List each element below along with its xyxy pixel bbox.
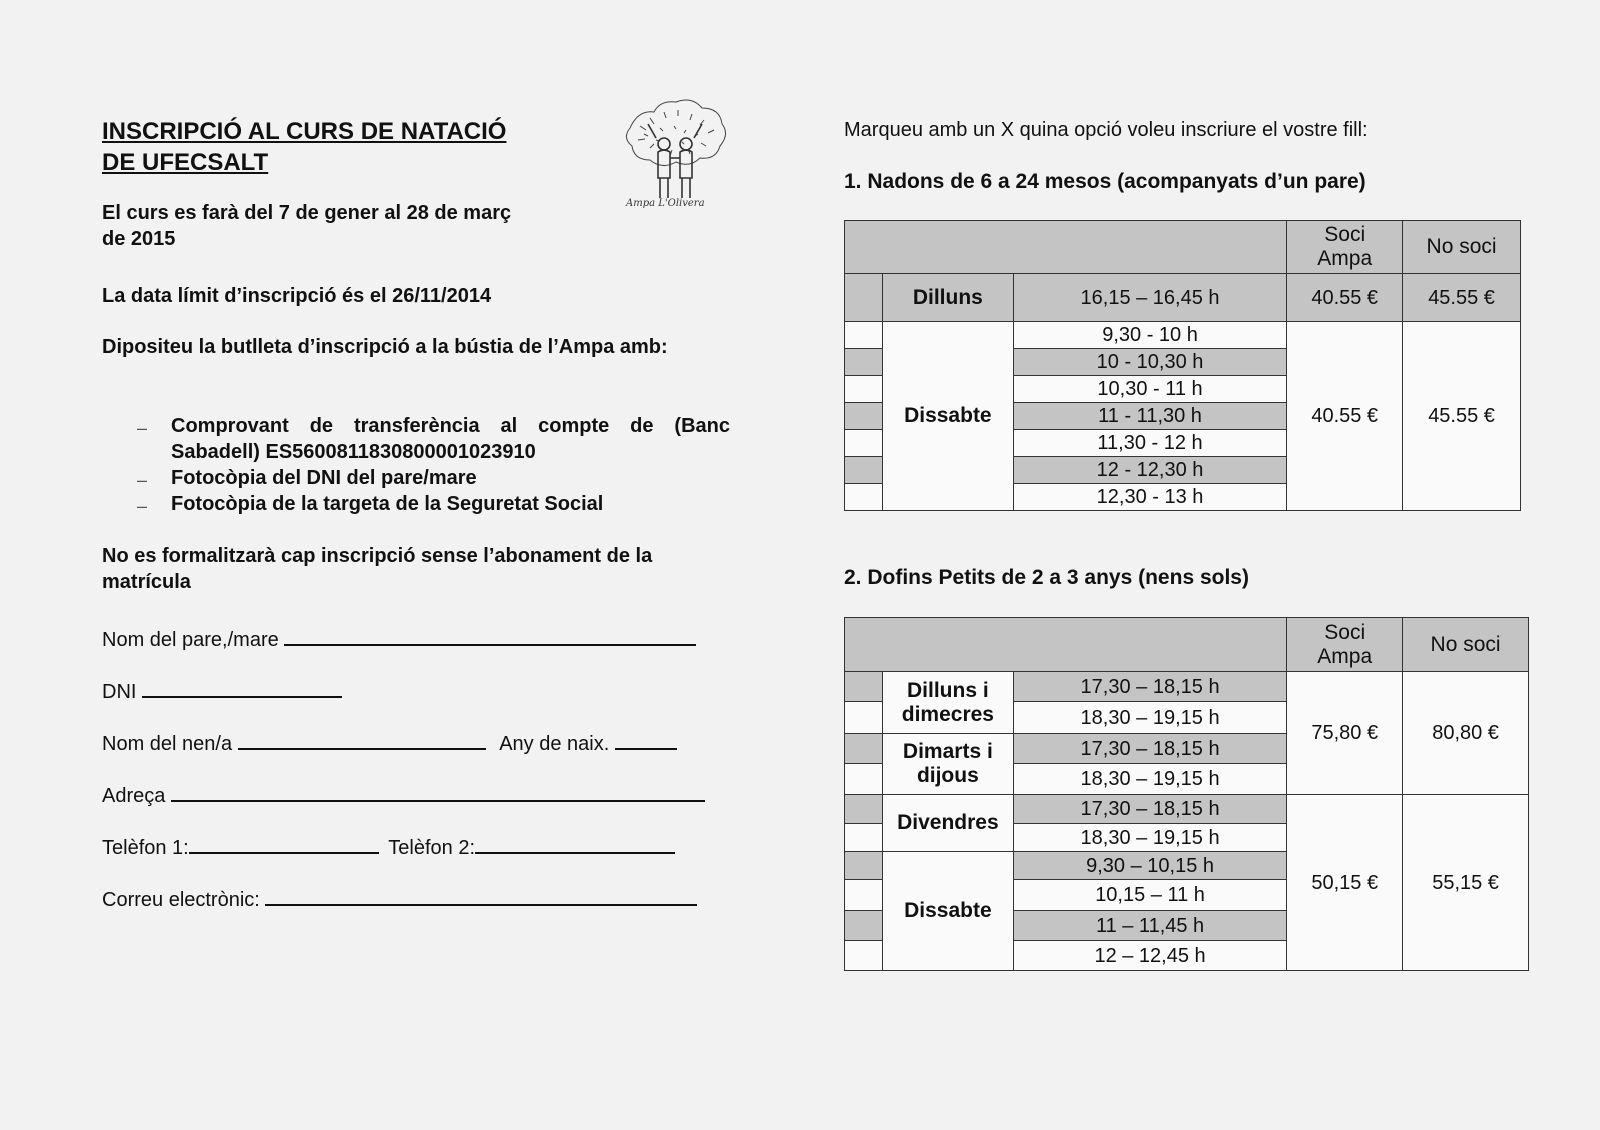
warning-text: No es formalitzarà cap inscripció sense l’abonament de la matrícula (102, 545, 653, 593)
table-row (845, 672, 1529, 702)
doc-item-3: Fotocòpia de la targeta de la Seguretat Social (171, 493, 604, 515)
course-dates (102, 200, 602, 252)
table-row (845, 795, 1529, 824)
table2-header-nonmember: No soci (1403, 618, 1529, 672)
day-friday: Divendres (882, 795, 1013, 852)
table-nadons (844, 220, 1521, 511)
course-dates-line-2: de 2015 (102, 228, 176, 250)
time-slot: 9,30 - 10 h (1013, 322, 1286, 349)
table2-header-empty (845, 618, 1287, 672)
time-slot: 11 - 11,30 h (1013, 403, 1286, 430)
price-member-weekday: 75,80 € (1287, 672, 1403, 795)
child-name-input[interactable] (238, 728, 486, 750)
time-slot: 11 – 11,45 h (1013, 911, 1286, 941)
child-name-label: Nom del nen/a (102, 733, 233, 755)
checkbox-t2-tuethu-2[interactable] (845, 764, 883, 795)
dni-input[interactable] (142, 676, 342, 698)
title-line-1: INSCRIPCIÓ AL CURS DE NATACIÓ (102, 118, 507, 145)
field-email (102, 884, 697, 913)
table1-header-nonmember: No soci (1403, 221, 1521, 274)
address-label: Adreça (102, 785, 166, 807)
time-slot: 18,30 – 19,15 h (1013, 764, 1286, 795)
price-member-saturday-t1: 40.55 € (1287, 322, 1403, 511)
dni-label: DNI (102, 681, 137, 703)
table1-header-empty (845, 221, 1287, 274)
course-dates-line-1: El curs es farà del 7 de gener al 28 de març (102, 202, 512, 224)
phone1-input[interactable] (189, 832, 379, 854)
ampa-logo (620, 98, 732, 216)
checkbox-t2-sat-3[interactable] (845, 911, 883, 941)
field-phones (102, 832, 675, 861)
checkbox-t1-sat-1[interactable] (845, 322, 883, 349)
checkbox-t2-fri-2[interactable] (845, 824, 883, 852)
checkbox-t2-monwed-1[interactable] (845, 672, 883, 702)
time-slot: 10,15 – 11 h (1013, 880, 1286, 911)
table1-row-monday (845, 274, 1521, 322)
field-address (102, 780, 705, 809)
checkbox-t1-sat-3[interactable] (845, 376, 883, 403)
checkbox-t2-monwed-2[interactable] (845, 702, 883, 734)
phone1-label: Telèfon 1: (102, 837, 189, 859)
checkbox-t2-tuethu-1[interactable] (845, 734, 883, 764)
birth-year-input[interactable] (615, 728, 677, 750)
bullet-2: – (137, 470, 148, 490)
time-slot: 10 - 10,30 h (1013, 349, 1286, 376)
day-monday: Dilluns (882, 274, 1013, 322)
table1-header-member: Soci Ampa (1287, 221, 1403, 274)
day-mon-wed: Dilluns i dimecres (882, 672, 1013, 734)
price-nonmember-weekday: 80,80 € (1403, 672, 1529, 795)
parent-name-input[interactable] (284, 624, 696, 646)
field-child-name (102, 728, 677, 757)
instruction-text: Marqueu amb un X quina opció voleu inscriure el vostre fill: (844, 119, 1368, 141)
time-slot: 18,30 – 19,15 h (1013, 824, 1286, 852)
time-slot: 12 - 12,30 h (1013, 457, 1286, 484)
section2-title: 2. Dofins Petits de 2 a 3 anys (nens sols) (844, 566, 1249, 589)
time-slot: 17,30 – 18,15 h (1013, 672, 1286, 702)
checkbox-t1-monday[interactable] (845, 274, 883, 322)
email-label: Correu electrònic: (102, 889, 260, 911)
time-slot: 12 – 12,45 h (1013, 941, 1286, 971)
day-tue-thu: Dimarts i dijous (882, 734, 1013, 795)
price-nonmember-saturday-t1: 45.55 € (1403, 322, 1521, 511)
table2-header-member: Soci Ampa (1287, 618, 1403, 672)
time-slot: 17,30 – 18,15 h (1013, 795, 1286, 824)
checkbox-t2-sat-2[interactable] (845, 880, 883, 911)
birth-year-label: Any de naix. (499, 733, 610, 755)
checkbox-t1-sat-6[interactable] (845, 457, 883, 484)
checkbox-t2-fri-1[interactable] (845, 795, 883, 824)
bullet-3: – (137, 496, 148, 516)
bullet-1: – (137, 418, 148, 438)
table2-header-row (845, 618, 1529, 672)
time-slot: 18,30 – 19,15 h (1013, 702, 1286, 734)
table-dofins (844, 617, 1529, 971)
checkbox-t2-sat-1[interactable] (845, 852, 883, 880)
price-nonmember-monday: 45.55 € (1403, 274, 1521, 322)
logo-caption: Ampa L'Olivera (626, 198, 705, 209)
phone2-label: Telèfon 2: (388, 837, 476, 859)
price-member-weekend: 50,15 € (1287, 795, 1403, 971)
checkbox-t1-sat-7[interactable] (845, 484, 883, 511)
time-slot: 12,30 - 13 h (1013, 484, 1286, 511)
title-line-2: DE UFECSALT (102, 149, 269, 176)
time-slot: 10,30 - 11 h (1013, 376, 1286, 403)
parent-name-label: Nom del pare,/mare (102, 629, 279, 651)
page-title (102, 116, 506, 178)
email-input[interactable] (265, 884, 697, 906)
field-dni (102, 676, 342, 705)
deadline-text: La data límit d’inscripció és el 26/11/2014 (102, 285, 492, 307)
table-row (845, 322, 1521, 349)
price-nonmember-weekend: 55,15 € (1403, 795, 1529, 971)
table1-header-row (845, 221, 1521, 274)
checkbox-t2-sat-4[interactable] (845, 941, 883, 971)
price-member-monday: 40.55 € (1287, 274, 1403, 322)
address-input[interactable] (171, 780, 705, 802)
checkbox-t1-sat-4[interactable] (845, 403, 883, 430)
checkbox-t1-sat-2[interactable] (845, 349, 883, 376)
time-slot: 17,30 – 18,15 h (1013, 734, 1286, 764)
field-parent-name (102, 624, 696, 653)
day-saturday-t1: Dissabte (882, 322, 1013, 511)
section1-title: 1. Nadons de 6 a 24 mesos (acompanyats d’un pare) (844, 170, 1366, 193)
phone2-input[interactable] (475, 832, 675, 854)
day-saturday-t2: Dissabte (882, 852, 1013, 971)
doc-item-1: Comprovant de transferència al compte de (Banc Sabadell) ES5600811830800001023910 (171, 415, 730, 463)
time-monday: 16,15 – 16,45 h (1013, 274, 1286, 322)
checkbox-t1-sat-5[interactable] (845, 430, 883, 457)
deposit-text: Dipositeu la butlleta d’inscripció a la bústia de l’Ampa amb: (102, 336, 668, 358)
doc-item-2: Fotocòpia del DNI del pare/mare (171, 467, 477, 489)
time-slot: 9,30 – 10,15 h (1013, 852, 1286, 880)
time-slot: 11,30 - 12 h (1013, 430, 1286, 457)
